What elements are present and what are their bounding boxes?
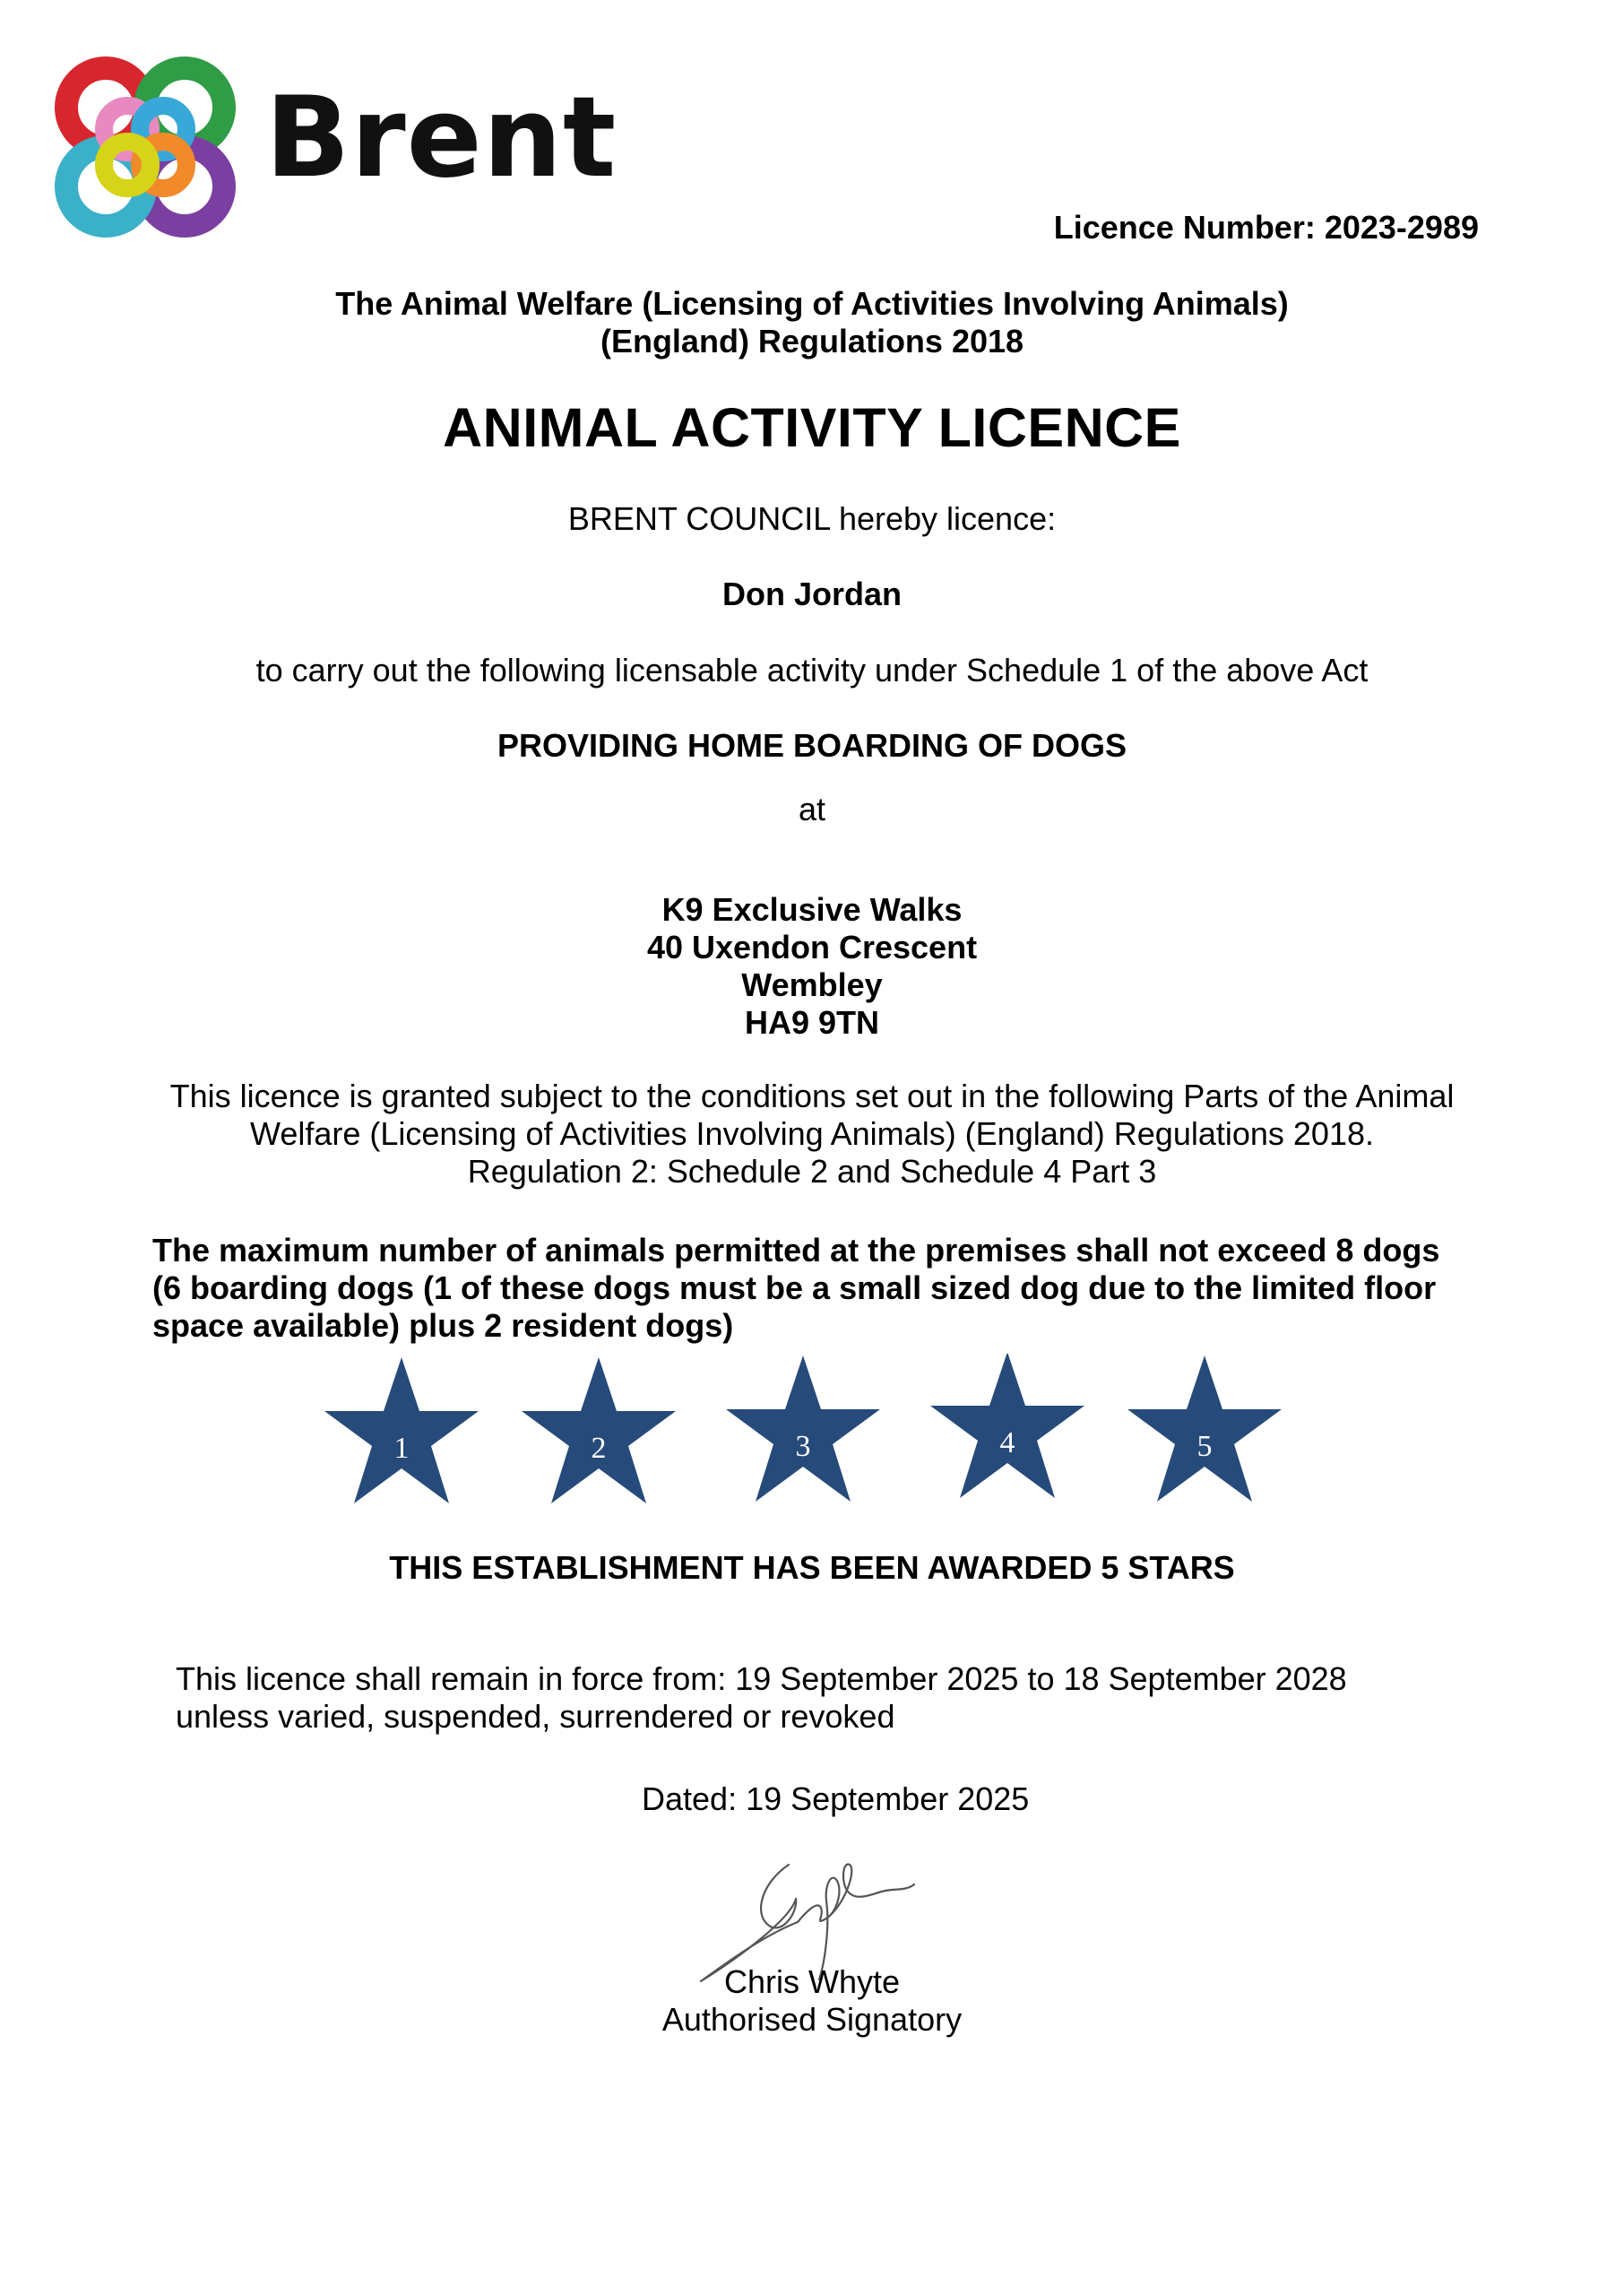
- address-line-3: Wembley: [741, 966, 883, 1003]
- logo-wordmark: Brent: [265, 74, 618, 203]
- conditions-line-1: This licence is granted subject to the conditions set out in the following Parts of the Animal: [169, 1078, 1455, 1114]
- awarded-text: THIS ESTABLISHMENT HAS BEEN AWARDED 5 STARS: [389, 1549, 1235, 1586]
- dated-text: Dated: 19 September 2025: [642, 1780, 1030, 1817]
- licence-number: Licence Number: 2023-2989: [1053, 209, 1479, 246]
- star-icon-2: [522, 1357, 676, 1503]
- activity-name: PROVIDING HOME BOARDING OF DOGS: [497, 727, 1127, 764]
- regulation-title-line-2: (England) Regulations 2018: [600, 323, 1024, 359]
- address-line-1: K9 Exclusive Walks: [661, 891, 963, 928]
- validity-line-1: This licence shall remain in force from: 19 September 2025 to 18 September 2028: [176, 1660, 1347, 1697]
- star-icon-5: [1127, 1355, 1282, 1502]
- activity-intro-text: to carry out the following licensable activity under Schedule 1 of the above Act: [255, 652, 1369, 688]
- address-line-4: HA9 9TN: [744, 1004, 880, 1041]
- page-title: ANIMAL ACTIVITY LICENCE: [443, 397, 1181, 458]
- conditions-line-3: Regulation 2: Schedule 2 and Schedule 4 Part 3: [467, 1153, 1157, 1190]
- max-animals-line-1: The maximum number of animals permitted at the premises shall not exceed 8 dogs: [152, 1232, 1440, 1269]
- conditions-text: [134, 1078, 1490, 1191]
- validity-text: [176, 1660, 1475, 1736]
- star-number: 5: [1196, 1430, 1213, 1463]
- validity-line-2: unless varied, suspended, surrendered or revoked: [176, 1698, 895, 1735]
- conditions-line-2: Welfare (Licensing of Activities Involving Animals) (England) Regulations 2018.: [250, 1115, 1374, 1152]
- at-text: at: [798, 791, 826, 827]
- star-number: 4: [999, 1426, 1015, 1459]
- address-line-2: 40 Uxendon Crescent: [646, 929, 978, 966]
- brent-logo-icon: [47, 48, 244, 246]
- star-rating: [0, 1354, 1624, 1524]
- star-number: 3: [795, 1430, 811, 1463]
- star-number: 1: [393, 1432, 410, 1465]
- licensee-name: Don Jordan: [721, 576, 902, 612]
- star-icon-4: [930, 1354, 1084, 1498]
- max-animals-text: [152, 1232, 1488, 1345]
- signatory-name: Chris Whyte: [723, 1963, 901, 2000]
- max-animals-line-2: (6 boarding dogs (1 of these dogs must be a small sized dog due to the limited floor: [152, 1269, 1437, 1306]
- max-animals-line-3: space available) plus 2 resident dogs): [152, 1307, 734, 1344]
- star-icon-1: [324, 1357, 479, 1503]
- intro-text: BRENT COUNCIL hereby licence:: [567, 500, 1057, 537]
- regulation-title-line-1: The Animal Welfare (Licensing of Activities Involving Animals): [335, 285, 1289, 322]
- star-number: 2: [591, 1432, 607, 1465]
- star-icon-3: [726, 1355, 880, 1502]
- signatory-title: Authorised Signatory: [661, 2001, 963, 2038]
